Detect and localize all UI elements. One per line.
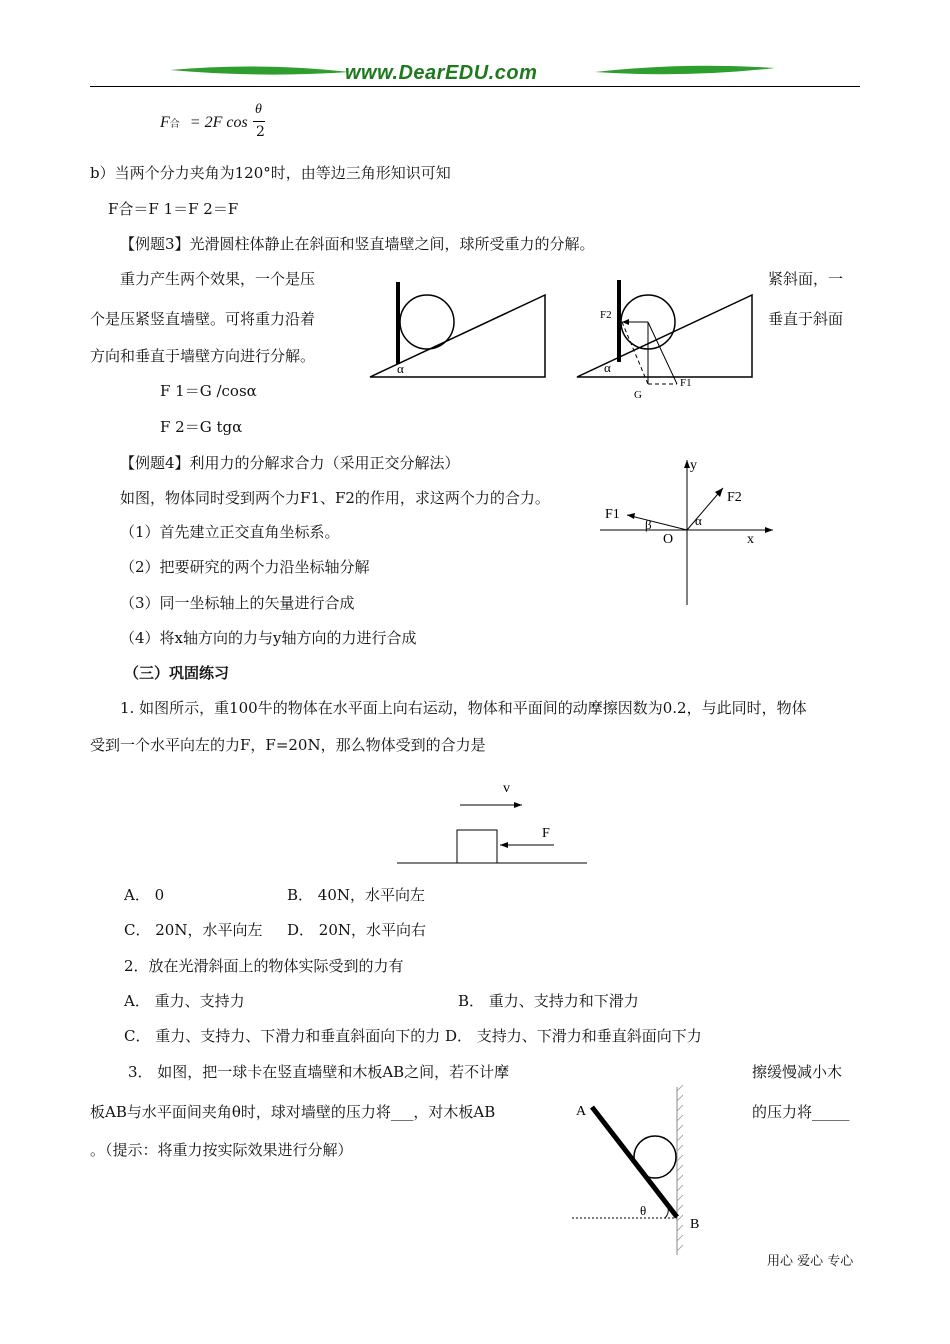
example4-step4: （4）将x轴方向的力与y轴方向的力进行合成 xyxy=(120,629,417,647)
paragraph-b: b）当两个分力夹角为120°时，由等边三角形知识可知 xyxy=(90,164,451,182)
q2-options-cd: C． 重力、支持力、下滑力和垂直斜面向下的力 D． 支持力、下滑力和垂直斜面向下力 xyxy=(124,1027,702,1045)
force-f1-label: F1 xyxy=(605,507,620,522)
formula-fraction-den: 2 xyxy=(256,124,265,140)
axis-x-label: x xyxy=(747,532,754,547)
figure-gravity-decomposition xyxy=(572,276,762,404)
axis-y-label: y xyxy=(690,458,697,473)
angle-alpha-label: α xyxy=(695,513,702,528)
angle-beta-label: β xyxy=(645,517,652,532)
example3-line2-left: 个是压紧竖直墙壁。可将重力沿着 xyxy=(90,310,316,328)
example3-line1-left: 重力产生两个效果，一个是压 xyxy=(120,270,316,288)
gravity-g-label: G xyxy=(634,389,642,401)
q1-option-d: D． 20N，水平向右 xyxy=(287,921,427,939)
header-wave-right xyxy=(595,64,775,78)
example4-intro: 如图，物体同时受到两个力F1、F2的作用，求这两个力的合力。 xyxy=(120,489,550,507)
velocity-v-label: v xyxy=(503,781,510,796)
example3-f1-formula: F 1＝G /cosα xyxy=(160,382,257,400)
example4-step2: （2）把要研究的两个力沿坐标轴分解 xyxy=(120,558,370,576)
q3-line1-right: 擦缓慢减小木 xyxy=(752,1063,843,1081)
figure-cylinder-incline xyxy=(365,280,555,380)
angle-alpha-label: α xyxy=(397,361,404,376)
formula-fraction-num: θ xyxy=(255,102,262,117)
angle-alpha-label-2: α xyxy=(604,360,611,375)
example3-line2-right: 垂直于斜面 xyxy=(768,310,844,328)
q3-line3: 。（提示：将重力按实际效果进行分解） xyxy=(90,1141,353,1159)
origin-label: O xyxy=(663,532,674,547)
example3-line3: 方向和垂直于墙壁方向进行分解。 xyxy=(90,347,316,365)
example3-f2-formula: F 2＝G tgα xyxy=(160,418,243,436)
board-end-b-label: B xyxy=(690,1217,700,1232)
q2-option-a: A． 重力、支持力 xyxy=(124,992,245,1010)
figure-ball-board-wall xyxy=(570,1085,720,1260)
q3-line2-left: 板AB与水平面间夹角θ时，球对墙壁的压力将___，对木板AB xyxy=(90,1103,496,1121)
example4-step1: （1）首先建立正交直角坐标系。 xyxy=(120,523,340,541)
formula-resultant: F合 = 2F cos xyxy=(160,114,248,131)
fraction-bar xyxy=(253,121,265,122)
header-wave-left xyxy=(170,64,350,78)
board-end-a-label: A xyxy=(576,1104,587,1119)
figure-block-on-floor xyxy=(392,775,592,867)
force-f2-label: F2 xyxy=(727,490,742,505)
example3-title: 【例题3】光滑圆柱体静止在斜面和竖直墙壁之间，球所受重力的分解。 xyxy=(120,235,595,253)
angle-theta-label: θ xyxy=(640,1203,647,1218)
q2-option-b: B． 重力、支持力和下滑力 xyxy=(458,992,639,1010)
header-rule xyxy=(90,86,860,87)
figure-coordinate-axes xyxy=(595,455,785,610)
force-f2-label: F2 xyxy=(600,309,612,321)
force-f-label: F xyxy=(542,826,550,841)
force-f1-label: F1 xyxy=(680,377,692,389)
q1-option-b: B． 40N，水平向左 xyxy=(287,886,426,904)
q1-line1: 1. 如图所示，重100牛的物体在水平面上向右运动，物体和平面间的动摩擦因数为0.2，与此同时，物体 xyxy=(120,699,807,717)
site-logo: www.DearEDU.com xyxy=(345,62,538,84)
footer-slogan: 用心 爱心 专心 xyxy=(767,1254,854,1269)
example3-line1-right: 紧斜面，一 xyxy=(768,270,844,288)
q3-line2-right: 的压力将_____ xyxy=(752,1103,850,1121)
example4-title: 【例题4】利用力的分解求合力（采用正交分解法） xyxy=(120,454,460,472)
q2-stem: 2．放在光滑斜面上的物体实际受到的力有 xyxy=(124,957,404,975)
example4-step3: （3）同一坐标轴上的矢量进行合成 xyxy=(120,594,355,612)
equation-b: F合＝F 1＝F 2＝F xyxy=(108,200,239,218)
q3-line1-left: 3． 如图，把一球卡在竖直墙壁和木板AB之间，若不计摩 xyxy=(128,1063,510,1081)
section-practice-title: （三）巩固练习 xyxy=(124,664,230,682)
q1-option-c: C． 20N，水平向左 xyxy=(124,921,263,939)
q1-line2: 受到一个水平向左的力F，F=20N，那么物体受到的合力是 xyxy=(90,736,486,754)
q1-option-a: A． 0 xyxy=(124,886,165,904)
